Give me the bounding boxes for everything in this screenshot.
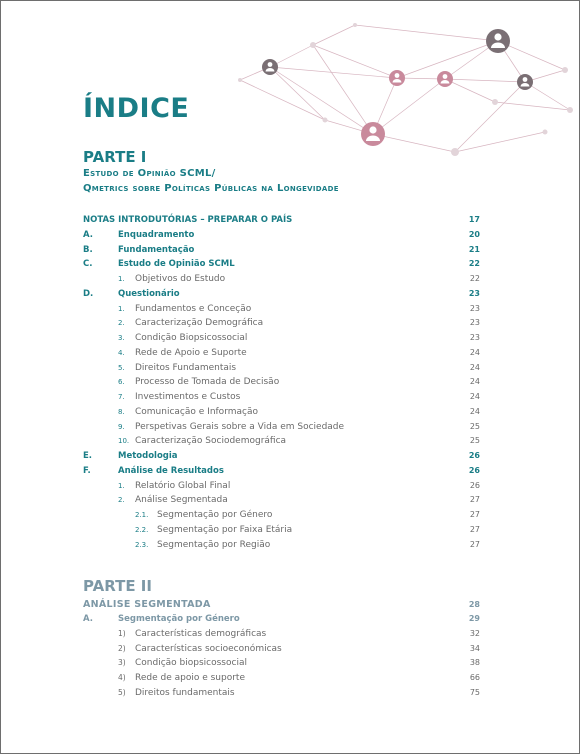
toc-entry-label: Processo de Tomada de Decisão (135, 377, 280, 388)
network-decoration (225, 0, 580, 170)
toc-entry-page: 29 (468, 614, 480, 623)
toc-entry[interactable] (83, 612, 480, 626)
toc-entry-page: 25 (469, 436, 480, 446)
toc-entry-label: Investimentos e Custos (135, 392, 241, 402)
toc-entry-page: 24 (469, 406, 480, 416)
toc-entry[interactable] (83, 464, 480, 478)
toc-entry-page: 23 (469, 303, 480, 313)
toc-entry[interactable] (83, 508, 480, 522)
toc-entry[interactable] (83, 375, 480, 389)
toc-entry[interactable] (83, 627, 480, 641)
toc-entry-marker: 2. (118, 496, 125, 505)
toc-entry-marker: 10. (118, 437, 130, 446)
part-1-subtitle-line-1: Estudo de Opinião SCML/ (83, 168, 216, 179)
toc-entry-marker: 1. (118, 481, 125, 490)
toc-entry-marker: 2.2. (135, 525, 149, 534)
toc-entry[interactable] (83, 434, 480, 448)
toc-entry-page: 27 (469, 539, 480, 549)
toc-entry[interactable] (83, 361, 480, 375)
toc-entry-page: 32 (469, 628, 480, 638)
toc-entry[interactable] (83, 346, 480, 360)
person-node-icon (517, 74, 533, 90)
toc-entry-marker: 5. (118, 363, 125, 372)
person-node-icon (361, 122, 385, 146)
toc-entry[interactable] (83, 523, 480, 537)
toc-entry-label: Fundamentação (118, 244, 195, 255)
toc-entry-marker: 2) (118, 643, 126, 653)
toc-entry-marker: 8. (118, 407, 125, 416)
toc-entry-marker: 3) (118, 658, 126, 668)
toc-entry-marker: C. (83, 259, 93, 270)
toc-entry-label: Caracterização Sociodemográfica (135, 436, 287, 447)
page-title: ÍNDICE (83, 93, 190, 124)
toc-entry-marker: 3. (118, 334, 125, 342)
toc-entry-marker: A. (83, 229, 93, 240)
toc-entry-page: 26 (468, 451, 480, 460)
toc-entry-label: Direitos Fundamentais (135, 362, 237, 373)
part-1-heading: PARTE I (83, 148, 147, 166)
toc-entry-marker: 6. (118, 378, 125, 387)
toc-entry-page: 26 (468, 465, 480, 475)
toc-entry-page: 66 (469, 673, 480, 682)
toc-entry-marker: A. (83, 614, 93, 624)
person-node-icon (262, 59, 278, 75)
part-2-subtitle-page: 28 (468, 600, 480, 609)
toc-entry-page: 26 (469, 480, 480, 490)
toc-entry-label: Rede de Apoio e Suporte (135, 347, 247, 358)
toc-entry-page: 24 (469, 362, 480, 372)
toc-entry-label: Condição Biopsicossocial (135, 333, 248, 343)
toc-entry-label: Segmentação por Região (157, 539, 271, 550)
toc-entry-marker: B. (83, 244, 93, 255)
toc-entry-label: Perspetivas Gerais sobre a Vida em Sociedade (135, 421, 345, 432)
toc-entry-marker: 1. (118, 304, 125, 313)
toc-entry-page: 75 (469, 687, 480, 697)
toc-entry-marker: D. (83, 288, 94, 299)
toc-entry[interactable] (83, 405, 480, 419)
toc-entry-page: 34 (469, 643, 480, 653)
person-node-icon (437, 71, 453, 87)
toc-entry[interactable] (83, 390, 480, 404)
toc-entry-label: Questionário (118, 288, 180, 299)
toc-entry-marker: 2.3. (135, 540, 149, 549)
toc-entry[interactable] (83, 302, 480, 316)
toc-entry[interactable] (83, 272, 480, 286)
part-2-heading: PARTE II (83, 577, 152, 595)
toc-entry-marker: 1. (118, 275, 125, 283)
toc-entry-marker: 5) (118, 687, 126, 697)
toc-entry-page: 27 (469, 510, 480, 519)
toc-entry-label: Condição biopsicossocial (135, 658, 247, 669)
toc-entry-label: Fundamentos e Conceção (135, 303, 252, 314)
toc-entry[interactable] (83, 538, 480, 552)
toc-entry[interactable] (83, 228, 480, 242)
toc-entry-label: Características demográficas (135, 628, 267, 639)
toc-entry[interactable] (83, 642, 480, 656)
toc-entry[interactable] (83, 449, 480, 463)
toc-entry-page: 27 (469, 495, 480, 505)
toc-entry[interactable] (83, 686, 480, 700)
toc-entry[interactable] (83, 257, 480, 271)
toc-entry-page: 25 (469, 421, 480, 431)
toc-entry[interactable] (83, 213, 480, 227)
toc-entry-marker: E. (83, 451, 93, 461)
toc-entry-marker: 4) (118, 673, 126, 682)
toc-entry[interactable] (83, 479, 480, 493)
part-1-subtitle-line-2: Qmetrics sobre Políticas Públicas na Longevidade (83, 183, 339, 194)
toc-entry-marker: 1) (118, 628, 126, 638)
toc-entry[interactable] (83, 331, 480, 345)
toc-entry-label: Metodologia (118, 451, 178, 461)
toc-entry-label: Análise Segmentada (135, 495, 228, 506)
toc-entry-page: 20 (468, 229, 480, 239)
toc-entry-label: Análise de Resultados (118, 465, 224, 476)
toc-entry-label: Comunicação e Informação (135, 406, 258, 417)
toc-entry-marker: 4. (118, 348, 125, 357)
toc-entry-label: Rede de apoio e suporte (135, 673, 245, 683)
toc-entry-label: Direitos fundamentais (135, 687, 235, 698)
toc-entry-label: NOTAS INTRODUTÓRIAS – PREPARAR O PAÍS (83, 215, 293, 225)
toc-entry-marker: 7. (118, 393, 125, 401)
toc-entry-marker: 2.1. (135, 511, 149, 519)
toc-entry-label: Estudo de Opinião SCML (118, 259, 235, 270)
toc-entry[interactable] (83, 287, 480, 301)
toc-entry-label: Relatório Global Final (135, 480, 231, 491)
toc-entry-page: 24 (469, 392, 480, 401)
toc-entry-label: Segmentação por Género (118, 614, 240, 624)
toc-entry[interactable] (83, 656, 480, 670)
toc-entry-marker: F. (83, 465, 91, 476)
toc-entry-page: 27 (469, 524, 480, 534)
toc-entry-label: Objetivos do Estudo (135, 274, 226, 284)
part-2-subtitle: ANÁLISE SEGMENTADA (83, 599, 211, 610)
toc-entry-page: 38 (469, 658, 480, 668)
toc-entry-label: Enquadramento (118, 229, 195, 240)
toc-entry-marker: 2. (118, 319, 125, 328)
toc-entry-label: Segmentação por Género (157, 510, 273, 520)
toc-entry-page: 21 (468, 244, 480, 254)
toc-entry-label: Características socioeconómicas (135, 643, 282, 654)
toc-entry[interactable] (83, 316, 480, 330)
toc-entry-page: 23 (469, 318, 480, 328)
person-node-icon (389, 70, 405, 86)
toc-entry-label: Caracterização Demográfica (135, 318, 264, 329)
toc-entry-page: 23 (469, 333, 480, 342)
person-node-icon (486, 29, 510, 53)
toc-entry[interactable] (83, 243, 480, 257)
toc-entry[interactable] (83, 671, 480, 685)
toc-entry-page: 22 (468, 259, 480, 269)
toc-entry-page: 24 (469, 347, 480, 357)
toc-entry-label: Segmentação por Faixa Etária (157, 524, 293, 535)
toc-entry-page: 23 (468, 288, 480, 298)
toc-entry-page: 24 (469, 377, 480, 387)
toc-entry[interactable] (83, 420, 480, 434)
part-2-subtitle-row[interactable] (83, 598, 480, 612)
toc-entry[interactable] (83, 493, 480, 507)
toc-entry-page: 17 (468, 215, 480, 224)
toc-entry-marker: 9. (118, 422, 125, 431)
toc-entry-page: 22 (469, 274, 480, 283)
